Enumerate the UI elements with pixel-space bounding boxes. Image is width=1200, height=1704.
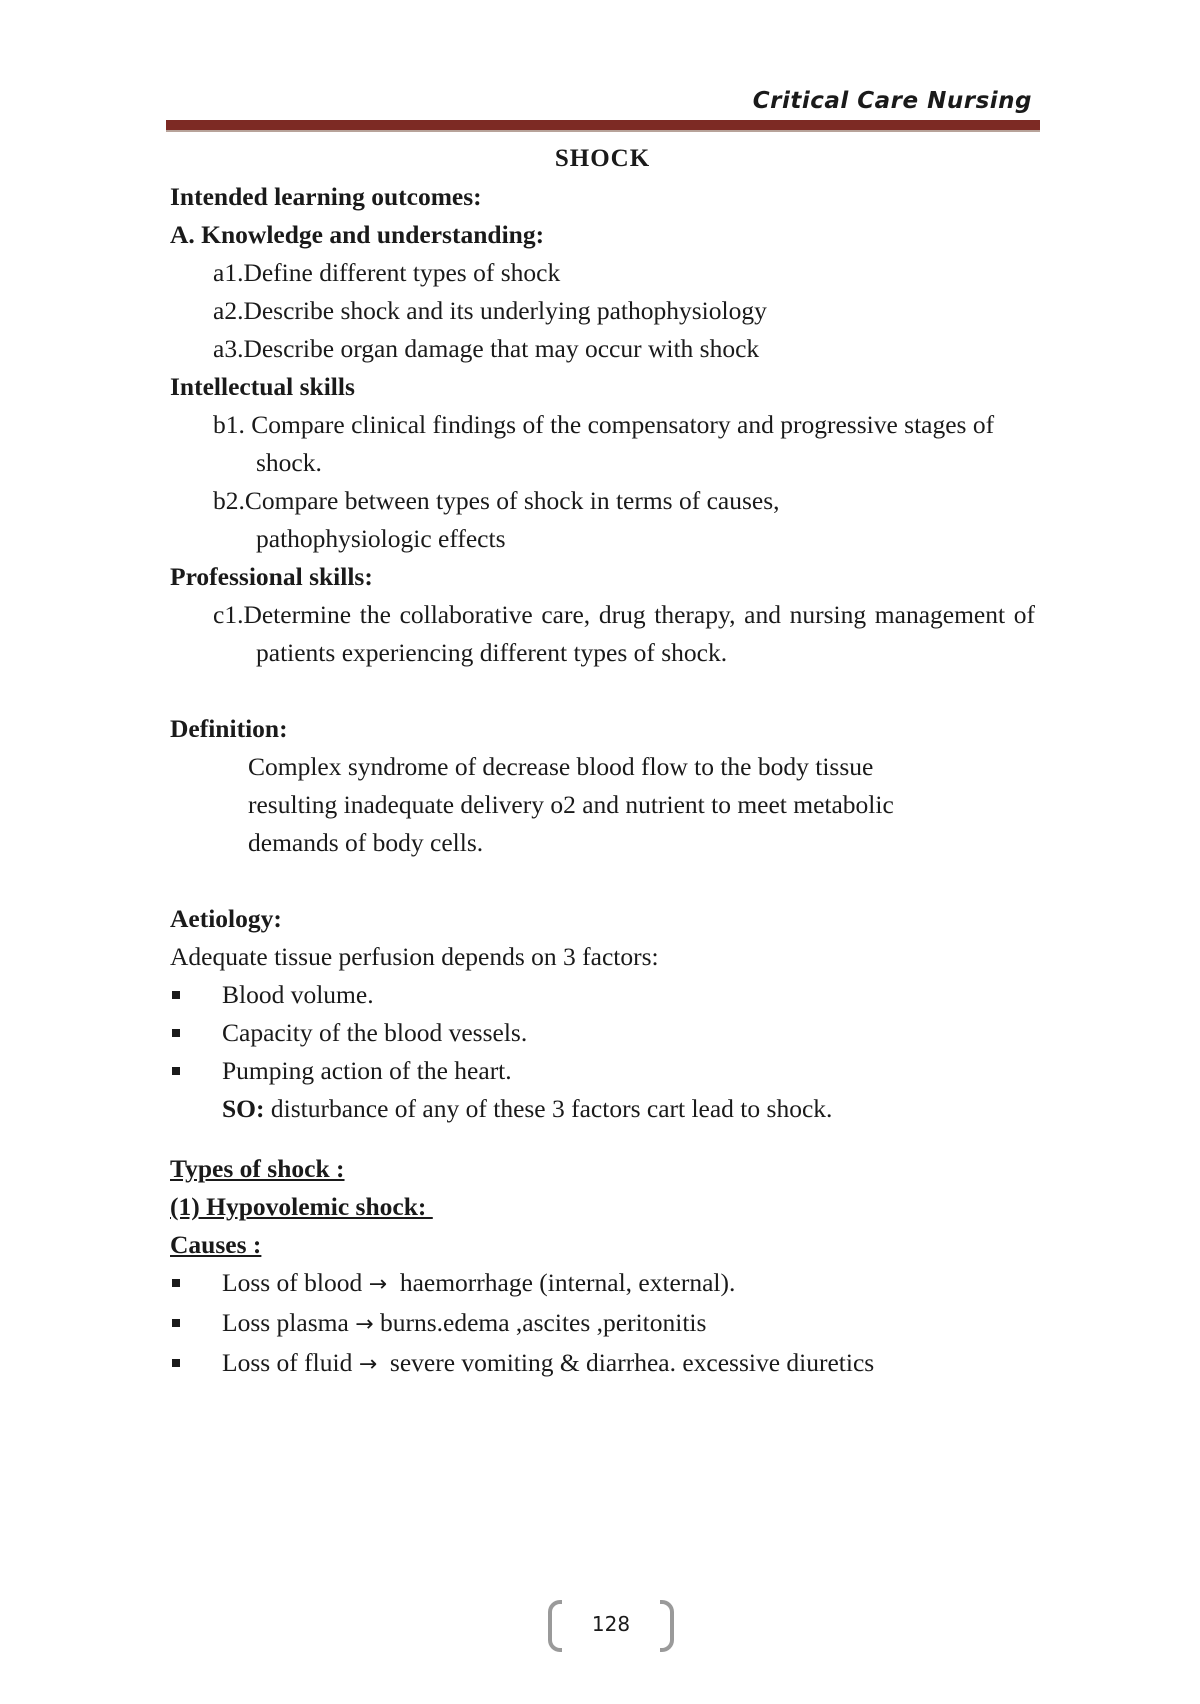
aetiology-heading: Aetiology: <box>170 904 282 933</box>
aetiology-intro: Adequate tissue perfusion depends on 3 factors: <box>170 942 659 971</box>
intellectual-heading: Intellectual skills <box>170 372 355 401</box>
cause-text: severe vomiting & diarrhea. excessive diuretics <box>377 1348 875 1377</box>
definition-line: resulting inadequate delivery o2 and nutrient to meet metabolic <box>248 790 894 819</box>
page-title: SHOCK <box>554 145 651 172</box>
spacer <box>170 862 1035 900</box>
arrow-icon: → <box>368 1272 388 1297</box>
cause-label: Loss of fluid <box>222 1348 359 1377</box>
so-text: disturbance of any of these 3 factors cart lead to shock. <box>264 1094 833 1123</box>
spacer <box>170 672 1035 710</box>
list-item: Blood volume. <box>170 976 1035 1014</box>
definition-line: demands of body cells. <box>248 828 484 857</box>
page-number-box <box>548 1600 674 1658</box>
knowledge-item-a2: a2.Describe shock and its underlying pathophysiology <box>213 296 767 325</box>
definition-line: Complex syndrome of decrease blood flow to the body tissue <box>248 752 874 781</box>
types-heading: Types of shock : <box>170 1154 345 1183</box>
professional-heading: Professional skills: <box>170 562 373 591</box>
knowledge-heading: A. Knowledge and understanding: <box>170 220 545 249</box>
list-item <box>170 1344 1035 1384</box>
so-label: SO: <box>222 1094 265 1123</box>
cause-label: Loss plasma <box>222 1308 356 1337</box>
list-item <box>170 1264 1035 1304</box>
causes-heading: Causes : <box>170 1230 262 1259</box>
aetiology-conclusion <box>170 1090 1035 1128</box>
cause-text: haemorrhage (internal, external). <box>387 1268 736 1297</box>
hypovolemic-heading: (1) Hypovolemic shock: <box>170 1192 433 1221</box>
cause-label: Loss of blood <box>222 1268 369 1297</box>
knowledge-item-a1: a1.Define different types of shock <box>213 258 561 287</box>
list-item <box>170 1304 1035 1344</box>
page-number: 128 <box>591 1612 631 1636</box>
knowledge-item-a3: a3.Describe organ damage that may occur with shock <box>213 334 760 363</box>
list-item: Pumping action of the heart. <box>170 1052 1035 1090</box>
intellectual-item-b1: b1. Compare clinical findings of the compensatory and progressive stages of shock. <box>213 410 995 477</box>
list-item: Capacity of the blood vessels. <box>170 1014 1035 1052</box>
intellectual-item-b2: b2.Compare between types of shock in terms of causes, pathophysiologic effects <box>213 486 780 553</box>
aetiology-factors-list <box>170 976 1035 1090</box>
running-header-title: Critical Care Nursing <box>752 88 1032 114</box>
arrow-icon: → <box>355 1312 374 1337</box>
definition-heading: Definition: <box>170 714 288 743</box>
spacer <box>170 1128 1035 1150</box>
arrow-icon: → <box>358 1352 378 1377</box>
causes-list <box>170 1264 1035 1384</box>
page-content <box>170 140 1035 1384</box>
header-rule <box>166 120 1040 132</box>
ilo-heading: Intended learning outcomes: <box>170 182 482 211</box>
right-bracket-icon <box>660 1600 674 1652</box>
professional-item-c1: c1.Determine the collaborative care, drug therapy, and nursing management of patients experiencing different types of shock. <box>213 600 1035 667</box>
cause-text: burns.edema ,ascites ,peritonitis <box>373 1308 707 1337</box>
